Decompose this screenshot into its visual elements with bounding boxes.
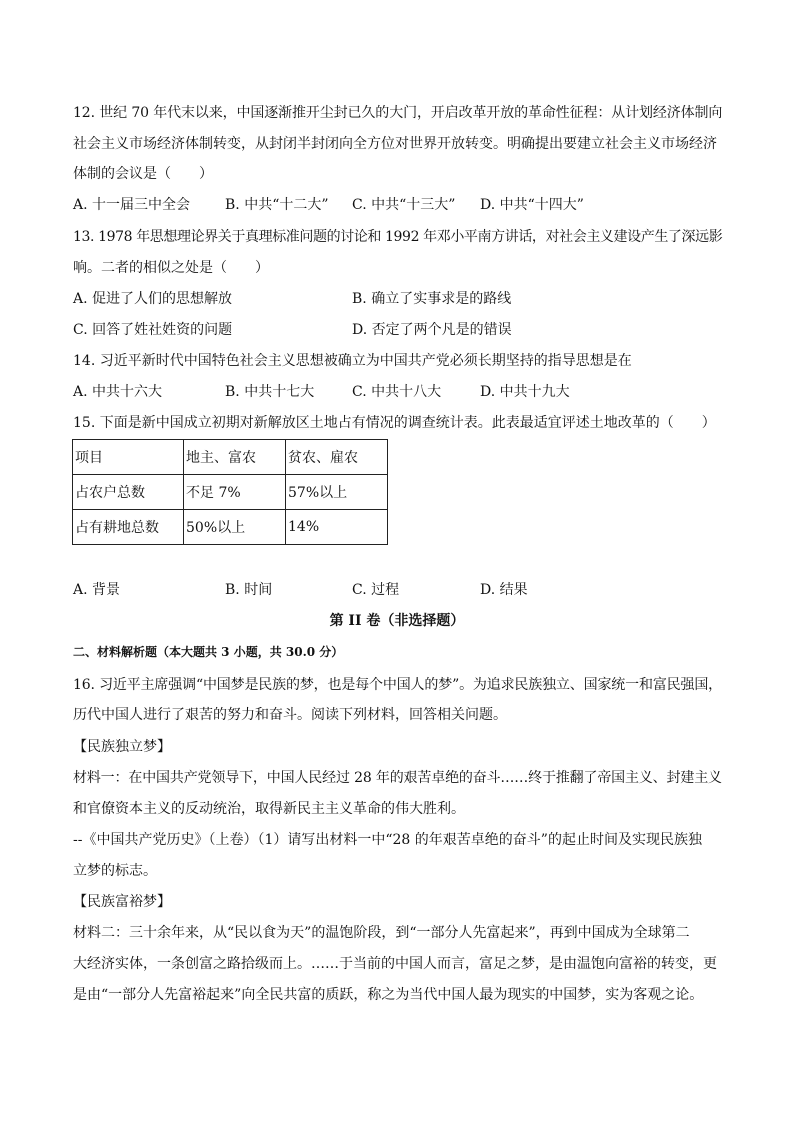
q12-stem-line-2: 社会主义市场经济体制转变，从封闭半封闭向全方位对世界开放转变。明确提出要建立社会主义市场经济	[73, 136, 717, 152]
material-two-line-3: 是由“一部分人先富裕起来”向全民共富的质跃，称之为当代中国人最为现实的中国梦，实为客观之论。	[73, 987, 704, 1003]
q15-option-a: A. 背景	[73, 582, 121, 598]
table-header-cell: 贫农、雇农	[286, 440, 388, 475]
material-one-line-4: 立梦的标志。	[73, 863, 157, 879]
section-two-title: 二、材料解析题（本大题共 3 小题，共 30.0 分）	[73, 645, 344, 659]
material-one-line-3: --《中国共产党历史》（上卷）（1）请写出材料一中“28 的年艰苦卓绝的奋斗”的起止时间及实现民族独	[73, 832, 702, 848]
q13-option-d: D. 否定了两个凡是的错误	[352, 322, 512, 338]
table-cell: 占农户总数	[73, 475, 184, 510]
q13-option-b: B. 确立了实事求是的路线	[352, 291, 512, 307]
q13-stem-line-2: 响。二者的相似之处是（ ）	[73, 260, 269, 276]
q14-option-b: B. 中共十七大	[225, 384, 315, 400]
q15-option-c: C. 过程	[352, 582, 400, 598]
table-header-cell: 项目	[73, 440, 184, 475]
material-one-line-2: 和官僚资本主义的反动统治，取得新民主主义革命的伟大胜利。	[73, 801, 465, 817]
material-one-line-1: 材料一：在中国共产党领导下，中国人民经过 28 年的艰苦卓绝的奋斗……终于推翻了帝国主义、封建主义	[73, 770, 722, 786]
q12-stem-line-3: 体制的会议是（ ）	[73, 166, 213, 182]
table-cell: 50%以上	[184, 510, 286, 545]
table-cell: 不足 7%	[184, 475, 286, 510]
table-header-cell: 地主、富农	[184, 440, 286, 475]
land-survey-table	[72, 439, 388, 545]
q15-option-b: B. 时间	[225, 582, 273, 598]
material-two-line-2: 大经济实体，一条创富之路拾级而上。……于当前的中国人而言，富足之梦，是由温饱向富裕的转变，更	[73, 956, 717, 972]
q13-stem-line-1: 13. 1978 年思想理论界关于真理标准问题的讨论和 1992 年邓小平南方讲话，对社会主义建设产生了深远影	[73, 229, 723, 245]
q12-option-a: A. 十一届三中全会	[73, 197, 191, 213]
q14-option-c: C. 中共十八大	[352, 384, 442, 400]
table-cell: 占有耕地总数	[73, 510, 184, 545]
q16-intro-line-2: 历代中国人进行了艰苦的努力和奋斗。阅读下列材料，回答相关问题。	[73, 707, 507, 723]
q12-option-b: B. 中共“十二大”	[225, 197, 329, 213]
q16-heading-prosperity: 【民族富裕梦】	[73, 894, 171, 910]
material-two-line-1: 材料二：三十余年来，从“民以食为天”的温饱阶段，到“一部分人先富起来”，再到中国成为全球第二	[73, 925, 690, 941]
table-cell: 14%	[286, 510, 388, 545]
table-cell: 57%以上	[286, 475, 388, 510]
q14-option-a: A. 中共十六大	[73, 384, 163, 400]
table-row	[73, 475, 388, 510]
q12-stem-line-1: 12. 世纪 70 年代末以来，中国逐渐推开尘封已久的大门，开启改革开放的革命性征程：从计划经济体制向	[73, 105, 723, 121]
q15-option-d: D. 结果	[480, 582, 528, 598]
q13-option-a: A. 促进了人们的思想解放	[73, 291, 233, 307]
q16-intro-line-1: 16. 习近平主席强调“中国梦是民族的梦，也是每个中国人的梦”。为追求民族独立、国家统一和富民强国，	[73, 677, 723, 693]
q13-option-c: C. 回答了姓社姓资的问题	[73, 322, 233, 338]
table-header-row	[73, 440, 388, 475]
table-row	[73, 510, 388, 545]
q12-option-d: D. 中共“十四大”	[480, 197, 584, 213]
q12-option-c: C. 中共“十三大”	[352, 197, 456, 213]
q16-heading-independence: 【民族独立梦】	[73, 739, 171, 755]
part-two-title: 第 II 卷（非选择题）	[329, 613, 465, 629]
q14-stem-line-1: 14. 习近平新时代中国特色社会主义思想被确立为中国共产党必须长期坚持的指导思想是在	[73, 353, 632, 369]
q15-stem-line-1: 15. 下面是新中国成立初期对新解放区土地占有情况的调查统计表。此表最适宜评述土地改革的（ ）	[73, 415, 716, 431]
q14-option-d: D. 中共十九大	[480, 384, 570, 400]
